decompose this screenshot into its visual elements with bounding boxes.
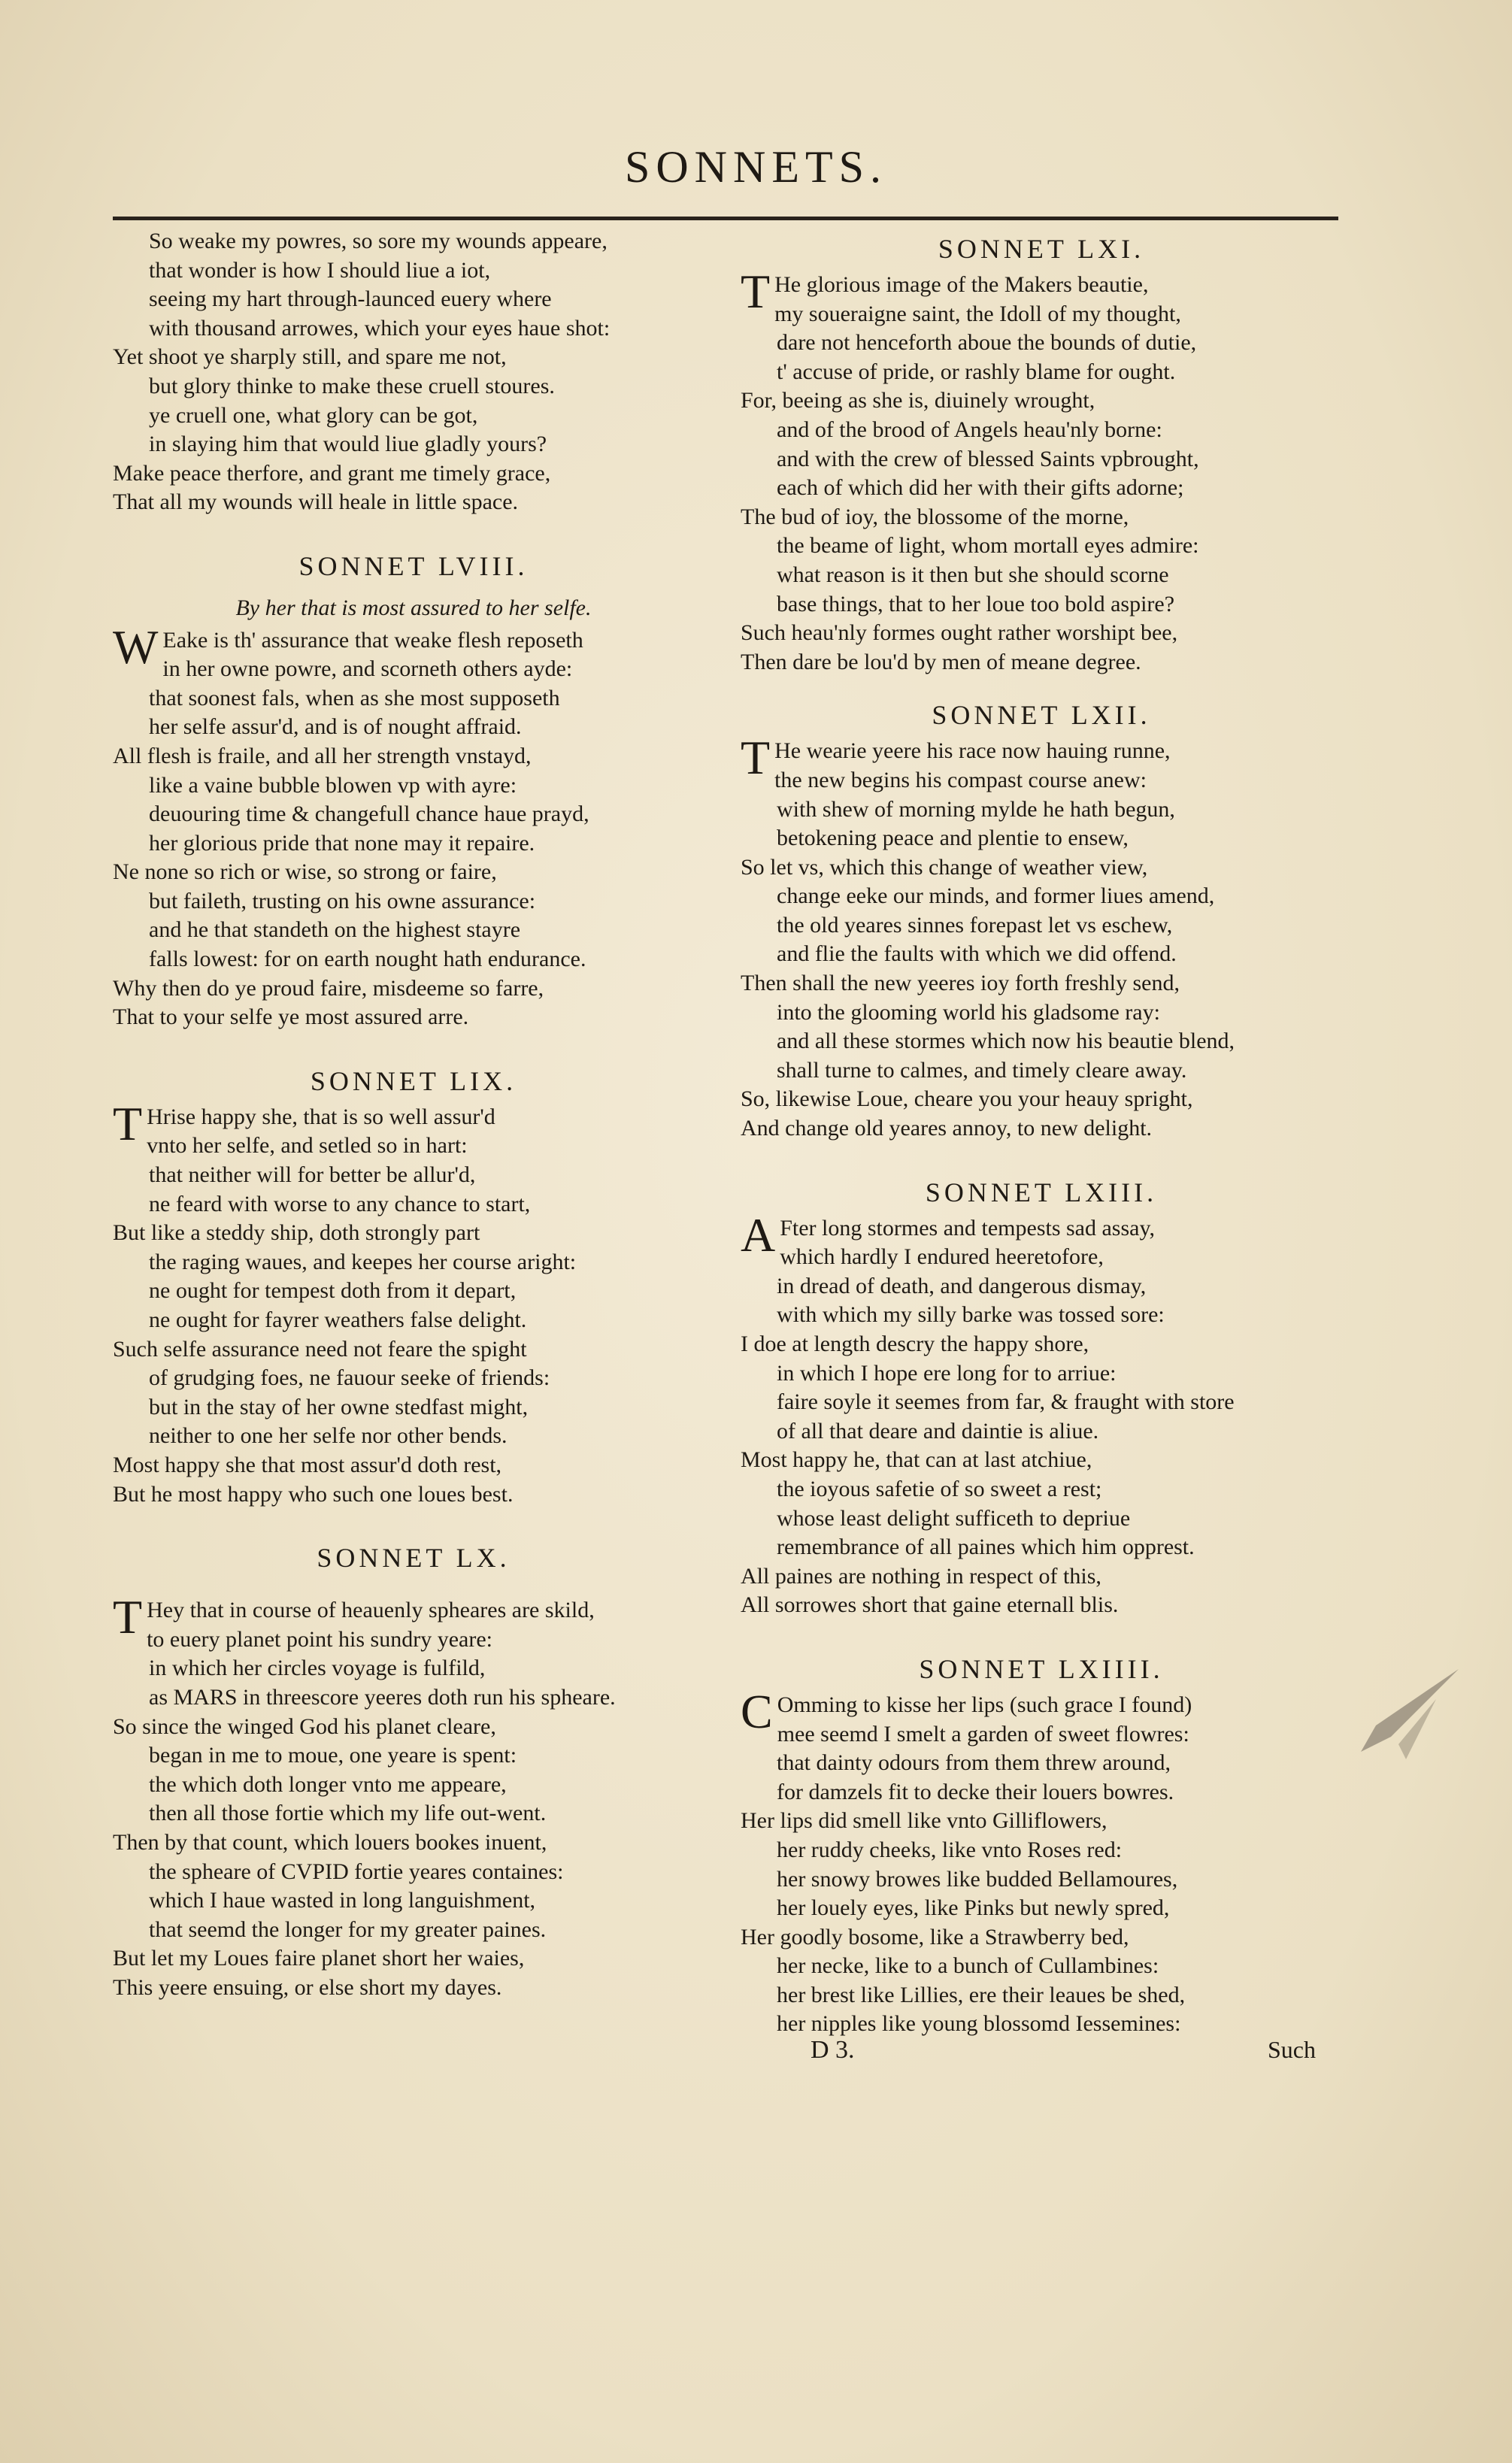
verse-line: This yeere ensuing, or else short my dayes. <box>113 1974 502 2000</box>
verse-line: but faileth, trusting on his owne assurance: <box>149 888 536 913</box>
verse-line: I doe at length descry the happy shore, <box>741 1331 1089 1356</box>
verse-line: remembrance of all paines which him opprest. <box>777 1534 1195 1560</box>
verse-line: that soonest fals, when as she most supposeth <box>149 685 560 710</box>
verse-line: with shew of morning mylde he hath begun, <box>777 796 1175 822</box>
verse-line: Why then do ye proud faire, misdeeme so farre, <box>113 975 544 1001</box>
verse-line: the new begins his compast course anew: <box>774 767 1147 792</box>
verse-line: deuouring time & changefull chance haue prayd, <box>149 801 589 827</box>
sonnet-58-dropcap: W <box>113 620 159 674</box>
verse-line: in dread of death, and dangerous dismay, <box>777 1273 1147 1298</box>
verse-line: That all my wounds will heale in little space. <box>113 489 519 515</box>
sonnet-62-lines <box>741 731 1342 1143</box>
verse-line: her brest like Lillies, ere their leaues be shed, <box>777 1982 1186 2007</box>
sonnet-64-lines <box>741 1684 1342 2039</box>
verse-line: So since the winged God his planet cleare, <box>113 1713 496 1739</box>
verse-line: Make peace therfore, and grant me timely grace, <box>113 460 551 486</box>
sonnet-58-lines <box>113 620 714 1032</box>
verse-line: He glorious image of the Makers beautie, <box>774 272 1149 297</box>
verse-line: falls lowest: for on earth nought hath endurance. <box>149 947 586 972</box>
verse-line: her necke, like to a bunch of Cullambines: <box>777 1953 1159 1979</box>
verse-line: in which her circles voyage is fulfild, <box>149 1656 486 1681</box>
verse-line: Her goodly bosome, like a Strawberry bed, <box>741 1924 1129 1949</box>
verse-line: what reason is it then but she should scorne <box>777 562 1169 587</box>
verse-line: of grudging foes, ne fauour seeke of friends: <box>149 1365 550 1391</box>
verse-line: But let my Loues faire planet short her waies, <box>113 1946 525 1971</box>
sonnet-58-title: SONNET LVIII. <box>298 550 529 581</box>
signature-mark: D 3. <box>811 2036 855 2064</box>
sonnet-62-body <box>741 731 1342 1143</box>
verse-line: in which I hope ere long for to arriue: <box>777 1360 1117 1386</box>
verse-line: which hardly I endured heeretofore, <box>780 1244 1104 1270</box>
verse-line: But like a steddy ship, doth strongly part <box>113 1220 480 1246</box>
verse-line: t' accuse of pride, or rashly blame for ought. <box>777 359 1176 384</box>
verse-line: as MARS in threescore yeeres doth run his spheare. <box>149 1684 616 1710</box>
verse-line: vnto her selfe, and setled so in hart: <box>147 1133 468 1159</box>
verse-line: seeing my hart through-launced euery where <box>149 286 552 312</box>
verse-line: her snowy browes like budded Bellamoures, <box>777 1866 1178 1892</box>
verse-line: The bud of ioy, the blossome of the morne, <box>741 504 1129 529</box>
verse-line: betokening peace and plentie to ensew, <box>777 826 1129 851</box>
ink-blot-icon <box>1346 1654 1466 1774</box>
verse-line: ne ought for tempest doth from it depart, <box>149 1278 517 1304</box>
verse-line: base things, that to her loue too bold aspire? <box>777 591 1175 617</box>
verse-line: and flie the faults with which we did offend. <box>777 941 1177 967</box>
verse-line: But he most happy who such one loues best. <box>113 1481 514 1507</box>
verse-line: All sorrowes short that gaine eternall blis. <box>741 1592 1119 1618</box>
verse-line: shall turne to calmes, and timely cleare away. <box>777 1057 1187 1083</box>
sonnet-61-dropcap: T <box>741 265 771 318</box>
verse-line: Then shall the new yeeres ioy forth freshly send, <box>741 971 1180 996</box>
verse-line: ne feard with worse to any chance to start, <box>149 1191 531 1216</box>
verse-line: neither to one her selfe nor other bends. <box>149 1423 508 1449</box>
verse-line: All flesh is fraile, and all her strength vnstayd, <box>113 743 532 768</box>
verse-line: Eake is th' assurance that weake flesh reposeth <box>162 627 583 653</box>
verse-line: Omming to kisse her lips (such grace I found) <box>777 1692 1192 1717</box>
sonnet-59-lines <box>113 1096 714 1509</box>
verse-line: dare not henceforth aboue the bounds of dutie, <box>777 330 1197 356</box>
verse-line: her selfe assur'd, and is of nought affraid. <box>149 714 522 740</box>
verse-line: in her owne powre, and scorneth others ayde: <box>162 656 573 682</box>
verse-line: change eeke our minds, and former liues amend, <box>777 883 1215 909</box>
verse-line: with thousand arrowes, which your eyes haue shot: <box>149 315 611 341</box>
verse-line: of all that deare and daintie is aliue. <box>777 1418 1099 1444</box>
sonnet-59-body <box>113 1096 714 1509</box>
verse-line: For, beeing as she is, diuinely wrought, <box>741 388 1095 414</box>
verse-line: each of which did her with their gifts adorne; <box>777 475 1184 501</box>
verse-line: the ioyous safetie of so sweet a rest; <box>777 1476 1102 1501</box>
verse-line: Hey that in course of heauenly spheares are skild, <box>147 1598 595 1623</box>
verse-line: the old yeares sinnes forepast let vs eschew, <box>777 912 1173 938</box>
verse-line: that seemd the longer for my greater paines. <box>149 1916 547 1942</box>
verse-line: Then dare be lou'd by men of meane degree. <box>741 649 1141 674</box>
sonnet-57-continuation <box>113 227 714 517</box>
sonnet-61-title: SONNET LXI. <box>938 234 1145 264</box>
sonnet-63-title: SONNET LXIII. <box>925 1177 1158 1207</box>
verse-line: my soueraigne saint, the Idoll of my thought, <box>774 301 1181 326</box>
sonnet-63-body <box>741 1207 1342 1620</box>
verse-line: but in the stay of her owne stedfast might, <box>149 1394 529 1419</box>
verse-line: So let vs, which this change of weather view, <box>741 854 1148 880</box>
verse-line: All paines are nothing in respect of this, <box>741 1563 1101 1589</box>
left-column <box>113 227 714 2002</box>
verse-line: That to your selfe ye most assured arre. <box>113 1004 469 1030</box>
verse-line: Such heau'nly formes ought rather worshipt bee, <box>741 620 1178 646</box>
verse-line: Then by that count, which louers bookes inuent, <box>113 1829 547 1855</box>
sonnet-60-lines <box>113 1590 714 2002</box>
header-rule <box>113 217 1338 220</box>
verse-line: in slaying him that would liue gladly yours? <box>149 432 547 457</box>
sonnet-60-title: SONNET LX. <box>317 1543 511 1574</box>
sonnet-58-epigraph: By her that is most assured to her selfe. <box>235 595 592 620</box>
verse-line: that dainty odours from them threw around, <box>777 1750 1171 1776</box>
verse-line: Yet shoot ye sharply still, and spare me not, <box>113 344 507 370</box>
sonnet-62-title: SONNET LXII. <box>932 700 1151 731</box>
verse-line: and of the brood of Angels heau'nly borne: <box>777 417 1162 442</box>
verse-line: which I haue wasted in long languishment, <box>149 1888 536 1913</box>
sonnet-62-dropcap: T <box>741 731 771 785</box>
verse-line: ne ought for fayrer weathers false delight. <box>149 1307 527 1332</box>
verse-line: He wearie yeere his race now hauing runne, <box>774 738 1171 764</box>
sonnet-59-dropcap: T <box>113 1096 143 1150</box>
verse-line: the spheare of CVPID fortie yeares containes: <box>149 1859 564 1884</box>
verse-line: for damzels fit to decke their louers bowres. <box>777 1779 1174 1804</box>
verse-line: Such selfe assurance need not feare the spight <box>113 1336 527 1362</box>
verse-line: and with the crew of blessed Saints vpbrought, <box>777 446 1199 471</box>
sonnet-63-lines <box>741 1207 1342 1620</box>
sonnet-59-title: SONNET LIX. <box>310 1065 517 1096</box>
verse-line: faire soyle it seemes from far, & fraught with store <box>777 1389 1235 1415</box>
verse-line: ye cruell one, what glory can be got, <box>149 402 478 428</box>
sonnet-61-lines <box>741 265 1342 677</box>
verse-line: and he that standeth on the highest stayre <box>149 917 521 943</box>
sonnet-64-title: SONNET LXIIII. <box>919 1653 1164 1684</box>
verse-line: her glorious pride that none may it repaire. <box>149 830 535 856</box>
verse-line: the raging waues, and keepes her course aright: <box>149 1249 577 1274</box>
verse-line: the beame of light, whom mortall eyes admire: <box>777 533 1199 559</box>
verse-line: that wonder is how I should liue a iot, <box>149 257 491 283</box>
sonnet-60-body <box>113 1590 714 2002</box>
verse-line: into the glooming world his gladsome ray: <box>777 999 1160 1025</box>
verse-line: And change old yeares annoy, to new delight. <box>741 1116 1153 1141</box>
verse-line: whose least delight sufficeth to depriue <box>777 1505 1131 1531</box>
verse-line: her louely eyes, like Pinks but newly spred, <box>777 1895 1170 1921</box>
sonnet-63-dropcap: A <box>741 1207 776 1262</box>
verse-line: Most happy he, that can at last atchiue, <box>741 1447 1092 1473</box>
verse-line: the which doth longer vnto me appeare, <box>149 1771 507 1797</box>
verse-line: Ne none so rich or wise, so strong or faire, <box>113 859 497 885</box>
catchword: Such <box>1268 2036 1316 2063</box>
verse-line: So, likewise Loue, cheare you your heauy spright, <box>741 1086 1193 1112</box>
verse-line: her nipples like young blossomd Iessemines: <box>777 2011 1181 2037</box>
sonnet-64-body <box>741 1684 1342 2039</box>
sonnet-58-body <box>113 620 714 1032</box>
right-column <box>741 227 1342 2039</box>
verse-line: So weake my powres, so sore my wounds appeare, <box>149 229 608 253</box>
sonnet-61-body <box>741 265 1342 677</box>
sonnet-60-dropcap: T <box>113 1590 143 1644</box>
verse-line: like a vaine bubble blowen vp with ayre: <box>149 772 517 798</box>
verse-line: began in me to moue, one yeare is spent: <box>149 1743 517 1768</box>
sonnet-64-dropcap: C <box>741 1684 773 1738</box>
verse-line: Hrise happy she, that is so well assur'd <box>147 1104 495 1129</box>
verse-line: that neither will for better be allur'd, <box>149 1162 476 1188</box>
verse-line: with which my silly barke was tossed sore: <box>777 1302 1165 1328</box>
running-head: SONNETS. <box>624 142 888 192</box>
verse-line: mee seemd I smelt a garden of sweet flowres: <box>777 1721 1189 1747</box>
verse-line: and all these stormes which now his beautie blend, <box>777 1029 1235 1054</box>
verse-line: Most happy she that most assur'd doth rest, <box>113 1452 502 1477</box>
verse-line: then all those fortie which my life out-went. <box>149 1801 547 1826</box>
verse-line: Her lips did smell like vnto Gilliflowers, <box>741 1808 1107 1834</box>
verse-line: her ruddy cheeks, like vnto Roses red: <box>777 1837 1123 1862</box>
verse-line: but glory thinke to make these cruell stoures. <box>149 373 555 398</box>
verse-line: to euery planet point his sundry yeare: <box>147 1626 492 1652</box>
verse-line: Fter long stormes and tempests sad assay, <box>780 1215 1156 1241</box>
